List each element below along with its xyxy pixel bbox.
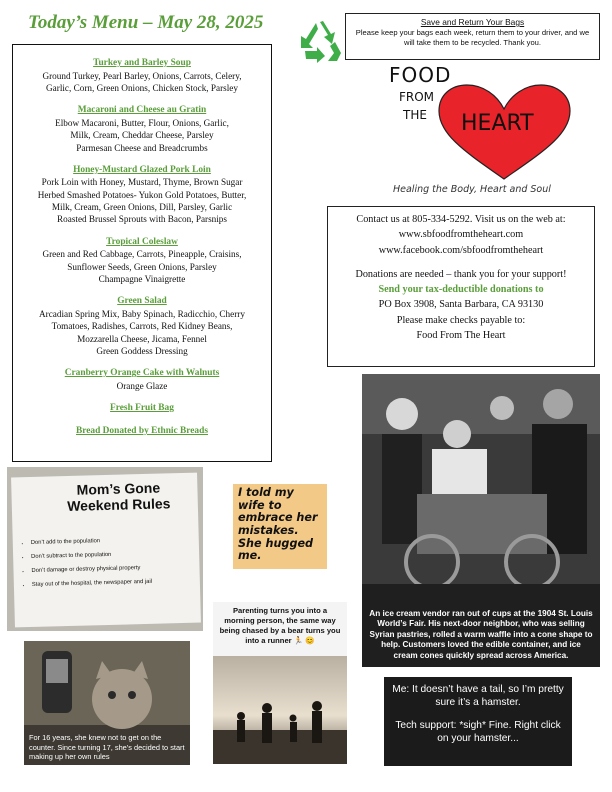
menu-item-ingredients: Roasted Brussel Sprouts with Bacon, Parsnips — [57, 214, 227, 225]
sign-rule: • Don’t damage or destroy physical property — [31, 561, 191, 579]
menu-item — [19, 367, 265, 392]
menu-item-name: Tropical Coleslaw — [106, 236, 178, 247]
menu-item-ingredients: Green and Red Cabbage, Carrots, Pineapple, Craisins, — [42, 249, 242, 260]
menu-item-ingredients: Ground Turkey, Pearl Barley, Onions, Carrots, Celery, — [42, 70, 242, 81]
menu-item-ingredients: Champagne Vinaigrette — [98, 273, 186, 284]
donation-line: Donations are needed – thank you for your support! — [355, 268, 567, 280]
facebook-link[interactable]: www.facebook.com/sbfoodfromtheheart — [378, 244, 544, 256]
ice-cream-vendor-photo — [362, 374, 600, 667]
bags-notice — [345, 13, 600, 60]
menu-item — [19, 295, 265, 357]
menu-item-ingredients: Mozzarella Cheese, Jicama, Fennel — [77, 333, 207, 344]
menu-item — [19, 402, 265, 415]
menu-item-ingredients: Milk, Cream, Green Onions, Dill, Parsley, Garlic — [51, 202, 233, 213]
menu-item — [19, 425, 265, 438]
menu-item-ingredients: Herbed Smashed Potatoes- Yukon Gold Potatoes, Butter, — [37, 189, 247, 200]
menu-item-ingredients: Milk, Cream, Cheddar Cheese, Parsley — [70, 130, 214, 141]
menu-item-ingredients: Sunflower Seeds, Green Onions, Parsley — [67, 261, 217, 272]
menu-item-ingredients: Parmesan Cheese and Breadcrumbs — [76, 142, 208, 153]
payee: Food From The Heart — [416, 330, 506, 342]
menu-item-name: Cranberry Orange Cake with Walnuts — [64, 368, 220, 379]
parenting-meme — [213, 602, 347, 764]
menu-item-ingredients: Elbow Macaroni, Butter, Flour, Onions, Garlic, — [55, 117, 229, 128]
parenting-text: Parenting turns you into a morning person, the same way being chased by a bear turns you into a runner 🏃 😊 — [219, 606, 341, 645]
logo-line3: THE — [403, 108, 427, 122]
family-silhouette-image — [213, 656, 347, 764]
moms-gone-sign — [7, 467, 203, 631]
donation-heading: Send your tax-deductible donations to — [378, 284, 544, 296]
menu-item — [19, 236, 265, 286]
sign-title: Mom’s Gone Weekend Rules — [67, 479, 171, 515]
hamster-line2: Tech support: *sigh* Fine. Right click on your hamster... — [395, 719, 561, 744]
menu-item — [19, 104, 265, 154]
sign-rules-list — [21, 533, 192, 593]
cat-caption: For 16 years, she knew not to get on the counter. Since turning 17, she’s decided to start making up her own rules — [29, 733, 185, 761]
website-link[interactable]: www.sbfoodfromtheheart.com — [398, 229, 524, 241]
menu-item-ingredients: Garlic, Corn, Green Onions, Chicken Stock, Parsley — [46, 82, 238, 93]
contact-box — [327, 206, 595, 367]
hamster-joke — [384, 677, 572, 766]
logo-tagline: Healing the Body, Heart and Soul — [393, 184, 551, 195]
recycle-icon — [297, 20, 343, 64]
menu-item-name: Honey-Mustard Glazed Pork Loin — [73, 164, 211, 175]
menu-item-name: Macaroni and Cheese au Gratin — [77, 105, 207, 116]
bags-text: Please keep your bags each week, return them to your driver, and we will take them to be recycled. Thank you. — [355, 27, 590, 47]
menu-item — [19, 164, 265, 226]
cat-photo — [24, 641, 190, 765]
menu-item-name: Bread Donated by Ethnic Breads — [76, 425, 208, 436]
logo-heart-word: HEART — [461, 111, 534, 136]
wife-joke: I told my wife to embrace her mistakes. She hugged me. — [233, 484, 327, 569]
sign-rule: • Don’t add to the population — [31, 533, 191, 551]
menu-item-name: Fresh Fruit Bag — [110, 403, 174, 414]
menu-item-ingredients: Pork Loin with Honey, Mustard, Thyme, Brown Sugar — [41, 177, 243, 188]
food-from-the-heart-logo — [385, 63, 575, 203]
contact-line: Contact us at 805-334-5292. Visit us on the web at: — [356, 214, 566, 225]
sign-rule: • Don’t subtract to the population — [31, 547, 191, 565]
page-title: Today’s Menu – May 28, 2025 — [28, 12, 264, 33]
logo-line2: FROM — [399, 90, 435, 104]
menu-item-name: Green Salad — [117, 296, 167, 307]
menu-item-ingredients: Green Goddess Dressing — [96, 345, 188, 356]
sign-rule: • Stay out of the hospital, the newspaper and jail — [32, 575, 192, 593]
menu-item-ingredients: Tomatoes, Radishes, Carrots, Red Kidney Beans, — [51, 321, 233, 332]
menu-item-ingredients: Arcadian Spring Mix, Baby Spinach, Radicchio, Cherry — [39, 308, 245, 319]
bags-heading: Save and Return Your Bags — [420, 17, 525, 27]
menu-item-name: Turkey and Barley Soup — [93, 58, 191, 68]
checks-line: Please make checks payable to: — [396, 314, 526, 326]
menu-item-ingredients: Orange Glaze — [116, 380, 168, 391]
hamster-line1: Me: It doesn’t have a tail, so I’m pretty sure it’s a hamster. — [392, 684, 564, 709]
ice-cream-caption: An ice cream vendor ran out of cups at the 1904 St. Louis World’s Fair. His next-door neighbor, who was selling Syrian pastries, rolled a warm waffle into a cone shape to help. Customers loved the edible container, and ice cream cones quickly spread across America. — [369, 608, 593, 660]
po-box: PO Box 3908, Santa Barbara, CA 93130 — [378, 299, 544, 311]
logo-line1: FOOD — [389, 63, 452, 87]
menu-box — [12, 44, 272, 462]
menu-item — [19, 57, 265, 94]
